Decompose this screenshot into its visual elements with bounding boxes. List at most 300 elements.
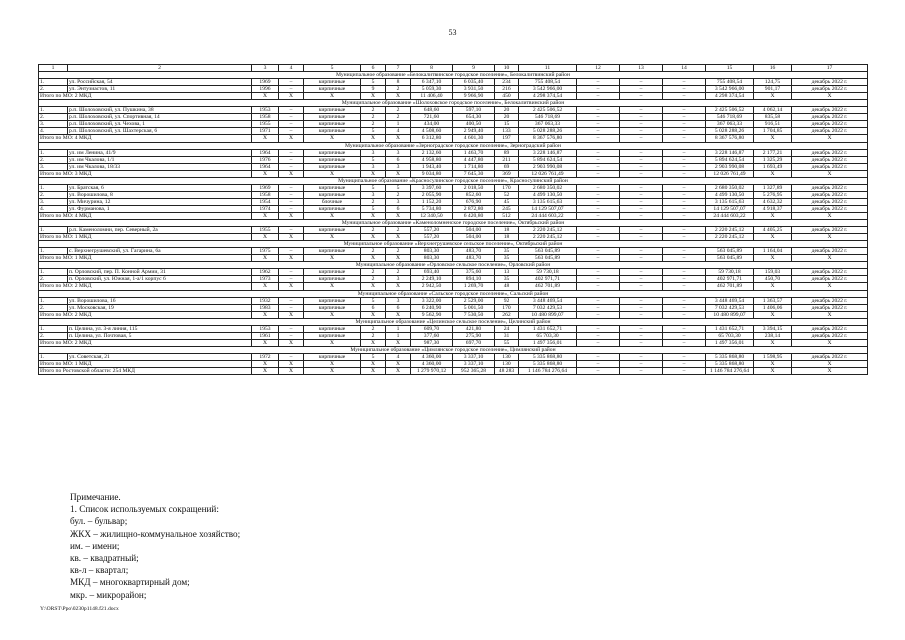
table-cell: 170: [495, 304, 519, 311]
table-row: [39, 332, 868, 339]
table-cell: 2 055,90: [411, 191, 453, 198]
municipality-heading-row: [39, 72, 868, 79]
abbreviation-item: кв. – квадратный;: [70, 553, 139, 564]
total-label-cell: Итого по МО: 4 МКД: [39, 212, 252, 219]
table-cell: –: [663, 269, 706, 276]
total-cell: 130: [495, 360, 519, 367]
table-cell: 2: [386, 86, 411, 93]
table-row: [39, 205, 868, 212]
table-cell: 450,70: [754, 276, 792, 283]
total-cell: X: [386, 93, 411, 100]
total-cell: X: [279, 339, 304, 346]
municipality-heading: Муниципальное образование «Каменоломненское городское поселение», Октябрьский район: [39, 220, 868, 227]
municipality-heading-row: [39, 318, 868, 325]
table-cell: декабрь 2022 г.: [792, 248, 868, 255]
table-cell: –: [577, 332, 620, 339]
table-cell: –: [577, 184, 620, 191]
table-cell: декабрь 2022 г.: [792, 184, 868, 191]
abbreviation-item: МКД – многоквартирный дом;: [70, 577, 190, 588]
address-cell: ул. Московская, 19: [68, 304, 252, 311]
table-cell: 916,51: [754, 121, 792, 128]
total-cell: –: [577, 255, 620, 262]
table-cell: 2 220 245,12: [519, 227, 577, 234]
total-cell: X: [361, 311, 386, 318]
table-row: [39, 128, 868, 135]
table-row: [39, 248, 868, 255]
total-cell: 1 269,70: [453, 283, 495, 290]
total-cell: 262: [495, 311, 519, 318]
table-cell: 2 249,10: [411, 276, 453, 283]
total-cell: X: [386, 311, 411, 318]
total-cell: –: [663, 283, 706, 290]
grand-total-cell: 1 146 784 276,64: [706, 368, 754, 375]
table-cell: –: [663, 149, 706, 156]
column-number-cell: 12: [577, 65, 620, 72]
table-cell: 65 703,30: [706, 332, 754, 339]
total-cell: X: [304, 135, 361, 142]
table-cell: 2 872,80: [453, 205, 495, 212]
total-cell: 5 335 868,80: [706, 360, 754, 367]
total-cell: 4 601,30: [453, 135, 495, 142]
total-cell: X: [361, 170, 386, 177]
table-cell: 1969: [252, 79, 279, 86]
table-cell: –: [577, 128, 620, 135]
total-cell: 4 360,00: [411, 360, 453, 367]
table-cell: –: [577, 149, 620, 156]
abbreviation-item: мкр. – микрорайон;: [70, 589, 147, 600]
total-cell: X: [386, 360, 411, 367]
total-cell: X: [386, 255, 411, 262]
grand-total-cell: X: [792, 368, 868, 375]
table-cell: –: [279, 107, 304, 114]
table-cell: 1 463,70: [453, 149, 495, 156]
total-cell: –: [577, 135, 620, 142]
table-cell: –: [620, 198, 663, 205]
total-label-cell: Итого по МО: 1 МКД: [39, 255, 252, 262]
table-cell: 1.: [39, 353, 68, 360]
table-cell: декабрь 2022 г.: [792, 114, 868, 121]
table-cell: 835,58: [754, 114, 792, 121]
total-cell: 450: [495, 93, 519, 100]
table-cell: –: [620, 121, 663, 128]
table-cell: 4: [386, 128, 411, 135]
address-cell: р.п. Каменоломни, пер. Северный, 2а: [68, 227, 252, 234]
total-label-cell: Итого по МО: 2 МКД: [39, 93, 252, 100]
column-number-cell: 1: [39, 65, 68, 72]
total-cell: X: [279, 135, 304, 142]
table-cell: 434,00: [411, 121, 453, 128]
table-cell: 6: [386, 205, 411, 212]
table-cell: 7 032 429,53: [519, 304, 577, 311]
table-cell: блочные: [304, 198, 361, 205]
total-cell: X: [754, 255, 792, 262]
table-cell: 852,60: [453, 191, 495, 198]
table-cell: 2: [361, 227, 386, 234]
total-cell: 9 562,90: [411, 311, 453, 318]
table-row: [39, 107, 868, 114]
table-cell: –: [663, 304, 706, 311]
table-cell: кирпичные: [304, 184, 361, 191]
table-cell: 14 129 507,07: [519, 205, 577, 212]
municipality-total-row: [39, 283, 868, 290]
table-cell: –: [279, 191, 304, 198]
table-cell: 1 943,40: [411, 163, 453, 170]
table-cell: кирпичные: [304, 86, 361, 93]
total-cell: –: [663, 93, 706, 100]
table-cell: 6: [386, 156, 411, 163]
table-cell: 2: [386, 248, 411, 255]
total-cell: X: [361, 283, 386, 290]
total-cell: –: [663, 339, 706, 346]
total-cell: 369: [495, 170, 519, 177]
table-cell: –: [663, 297, 706, 304]
table-cell: 2: [361, 276, 386, 283]
table-cell: 3 135 615,63: [706, 198, 754, 205]
table-cell: 3 931,50: [453, 86, 495, 93]
table-cell: 3 228 146,87: [706, 149, 754, 156]
table-cell: 4 405,25: [754, 227, 792, 234]
total-cell: –: [620, 93, 663, 100]
total-cell: –: [663, 255, 706, 262]
table-cell: 211: [495, 156, 519, 163]
table-cell: 421,80: [453, 325, 495, 332]
table-cell: 89: [495, 149, 519, 156]
table-cell: –: [279, 163, 304, 170]
table-cell: 2 903 990,08: [706, 163, 754, 170]
table-cell: 402 971,71: [519, 276, 577, 283]
total-cell: X: [252, 135, 279, 142]
table-cell: 1955: [252, 227, 279, 234]
table-cell: 2 425 506,52: [519, 107, 577, 114]
total-cell: X: [304, 234, 361, 241]
total-cell: X: [252, 339, 279, 346]
table-row: [39, 276, 868, 283]
table-cell: –: [663, 198, 706, 205]
table-cell: –: [577, 191, 620, 198]
table-cell: 2: [361, 114, 386, 121]
table-cell: 546 718,69: [519, 114, 577, 121]
table-cell: 2.: [39, 332, 68, 339]
grand-total-cell: 952 365,28: [453, 368, 495, 375]
table-cell: 52: [495, 191, 519, 198]
table-cell: 3 322,00: [411, 297, 453, 304]
table-cell: 1 431 652,71: [706, 325, 754, 332]
total-cell: X: [386, 212, 411, 219]
table-cell: 4 508,60: [411, 128, 453, 135]
total-cell: –: [620, 360, 663, 367]
table-cell: 1961: [252, 332, 279, 339]
table-cell: 375,60: [453, 269, 495, 276]
table-cell: –: [279, 121, 304, 128]
column-number-cell: 17: [792, 65, 868, 72]
total-cell: 563 045,89: [519, 255, 577, 262]
address-cell: п. Целина, ул. 3-я линия, 115: [68, 325, 252, 332]
table-cell: –: [577, 156, 620, 163]
total-cell: X: [754, 93, 792, 100]
total-cell: –: [577, 93, 620, 100]
address-cell: ул. Энтузиастов, 11: [68, 86, 252, 93]
table-cell: 5: [386, 184, 411, 191]
total-cell: 803,30: [411, 255, 453, 262]
table-cell: –: [279, 205, 304, 212]
table-row: [39, 198, 868, 205]
table-cell: декабрь 2022 г.: [792, 156, 868, 163]
municipality-heading-row: [39, 346, 868, 353]
table-cell: –: [577, 304, 620, 311]
table-cell: 92: [495, 297, 519, 304]
table-cell: 693,40: [411, 269, 453, 276]
total-cell: –: [620, 311, 663, 318]
total-cell: –: [620, 283, 663, 290]
table-cell: 2 903 990,08: [519, 163, 577, 170]
table-cell: –: [663, 248, 706, 255]
total-cell: X: [754, 360, 792, 367]
table-cell: –: [279, 332, 304, 339]
table-cell: 4 447,80: [453, 156, 495, 163]
table-cell: 5 335 868,80: [519, 353, 577, 360]
table-cell: 2: [361, 332, 386, 339]
table-cell: кирпичные: [304, 297, 361, 304]
total-cell: 462 701,89: [706, 283, 754, 290]
total-cell: X: [386, 283, 411, 290]
table-cell: –: [620, 269, 663, 276]
table-cell: 676,90: [453, 198, 495, 205]
table-cell: 4 632,32: [754, 198, 792, 205]
table-cell: 2: [386, 227, 411, 234]
table-cell: 5: [361, 205, 386, 212]
address-cell: п. Целина, ул. Почтовая, 5: [68, 332, 252, 339]
table-cell: 367 063,33: [706, 121, 754, 128]
table-cell: 1.: [39, 248, 68, 255]
municipality-heading-row: [39, 290, 868, 297]
table-cell: 1 431 652,71: [519, 325, 577, 332]
table-cell: 3 228 146,87: [519, 149, 577, 156]
table-cell: 3: [386, 198, 411, 205]
table-cell: 1975: [252, 248, 279, 255]
total-cell: X: [792, 170, 868, 177]
table-cell: декабрь 2022 г.: [792, 128, 868, 135]
table-cell: –: [279, 184, 304, 191]
table-cell: –: [663, 107, 706, 114]
table-cell: 1.: [39, 269, 68, 276]
table-cell: –: [620, 276, 663, 283]
table-cell: декабрь 2022 г.: [792, 304, 868, 311]
table-cell: 6: [386, 304, 411, 311]
total-cell: –: [663, 170, 706, 177]
table-cell: –: [663, 325, 706, 332]
table-cell: –: [663, 353, 706, 360]
column-number-cell: 6: [361, 65, 386, 72]
table-cell: кирпичные: [304, 79, 361, 86]
total-cell: X: [304, 170, 361, 177]
table-cell: 2: [386, 114, 411, 121]
total-cell: X: [304, 311, 361, 318]
table-cell: 2.: [39, 191, 68, 198]
table-cell: –: [620, 184, 663, 191]
table-row: [39, 79, 868, 86]
table-cell: 1 325,29: [754, 156, 792, 163]
address-cell: ул. Мичурина, 12: [68, 198, 252, 205]
table-cell: декабрь 2022 г.: [792, 297, 868, 304]
total-cell: X: [754, 135, 792, 142]
total-cell: 563 045,89: [706, 255, 754, 262]
table-cell: 1996: [252, 86, 279, 93]
table-cell: 5 734,80: [411, 205, 453, 212]
table-cell: 124,75: [754, 79, 792, 86]
municipality-heading: Муниципальное образование «Верхнегрушевское сельское поселение», Октябрьский район: [39, 241, 868, 248]
municipality-total-row: [39, 311, 868, 318]
table-cell: –: [279, 325, 304, 332]
table-cell: 1983: [252, 304, 279, 311]
table-cell: 8: [386, 79, 411, 86]
municipality-heading-row: [39, 142, 868, 149]
municipality-heading-row: [39, 100, 868, 107]
table-cell: –: [620, 248, 663, 255]
grand-total-cell: X: [252, 368, 279, 375]
table-cell: –: [663, 184, 706, 191]
table-cell: 65 703,30: [519, 332, 577, 339]
total-cell: –: [663, 234, 706, 241]
table-cell: –: [577, 121, 620, 128]
total-cell: 1 497 356,01: [519, 339, 577, 346]
total-cell: X: [252, 93, 279, 100]
total-cell: 987,30: [411, 339, 453, 346]
column-number-cell: 11: [519, 65, 577, 72]
table-cell: кирпичные: [304, 107, 361, 114]
table-cell: –: [620, 149, 663, 156]
table-cell: –: [279, 86, 304, 93]
table-cell: 4.: [39, 205, 68, 212]
register-table-container: [38, 64, 867, 375]
total-cell: –: [620, 135, 663, 142]
table-cell: 3 448 469,54: [519, 297, 577, 304]
total-cell: 6 312,80: [411, 135, 453, 142]
total-cell: X: [754, 339, 792, 346]
table-cell: –: [577, 276, 620, 283]
municipality-total-row: [39, 360, 868, 367]
total-cell: –: [577, 234, 620, 241]
table-cell: –: [577, 86, 620, 93]
grand-total-row: [39, 368, 868, 375]
total-label-cell: Итого по МО: 4 МКД: [39, 135, 252, 142]
table-cell: –: [279, 227, 304, 234]
table-cell: кирпичные: [304, 353, 361, 360]
table-cell: 5 894 624,54: [706, 156, 754, 163]
table-cell: 5: [361, 353, 386, 360]
table-cell: 2 949,40: [453, 128, 495, 135]
table-cell: 15: [495, 121, 519, 128]
address-cell: р.п. Шолоховский, ул. Шахтерская, 6: [68, 128, 252, 135]
table-cell: 803,30: [411, 248, 453, 255]
table-cell: 5 894 624,54: [519, 156, 577, 163]
table-cell: 755 408,54: [706, 79, 754, 86]
table-cell: 24: [495, 325, 519, 332]
abbreviation-item: кв-л – квартал;: [70, 565, 129, 576]
column-number-cell: 14: [663, 65, 706, 72]
table-cell: –: [620, 156, 663, 163]
total-cell: 1 497 356,01: [706, 339, 754, 346]
table-row: [39, 156, 868, 163]
table-row: [39, 86, 868, 93]
table-cell: –: [279, 297, 304, 304]
total-cell: 18: [495, 234, 519, 241]
table-cell: 5: [361, 297, 386, 304]
table-cell: кирпичные: [304, 191, 361, 198]
column-number-cell: 15: [706, 65, 754, 72]
table-cell: кирпичные: [304, 325, 361, 332]
table-cell: 2 220 245,12: [706, 227, 754, 234]
table-cell: 1958: [252, 191, 279, 198]
address-cell: ул. им Чкалова, 18/33: [68, 163, 252, 170]
table-cell: 238,14: [754, 332, 792, 339]
table-cell: 1964: [252, 163, 279, 170]
municipality-total-row: [39, 255, 868, 262]
table-cell: –: [577, 297, 620, 304]
table-cell: –: [577, 198, 620, 205]
column-number-cell: 3: [252, 65, 279, 72]
total-label-cell: Итого по МО: 1 МКД: [39, 234, 252, 241]
table-cell: 1.: [39, 184, 68, 191]
total-cell: X: [252, 234, 279, 241]
table-cell: 2: [386, 191, 411, 198]
column-number-cell: 4: [279, 65, 304, 72]
table-cell: 3 394,15: [754, 325, 792, 332]
total-cell: 10 480 899,07: [706, 311, 754, 318]
total-cell: 9 966,90: [453, 93, 495, 100]
table-cell: 2: [361, 198, 386, 205]
table-cell: 1964: [252, 149, 279, 156]
table-cell: 35: [495, 248, 519, 255]
total-cell: 483,70: [453, 255, 495, 262]
table-cell: 3: [361, 163, 386, 170]
address-cell: р.п. Шолоховский, ул. Пушкина, 38: [68, 107, 252, 114]
table-cell: 1: [386, 121, 411, 128]
table-cell: 1.: [39, 297, 68, 304]
table-cell: –: [620, 353, 663, 360]
table-cell: 13: [495, 269, 519, 276]
table-cell: декабрь 2022 г.: [792, 325, 868, 332]
total-cell: 11 406,40: [411, 93, 453, 100]
table-cell: –: [577, 353, 620, 360]
file-path-footer: Y:\ORST\Ppo\0230p1148.f21.docx: [40, 606, 119, 612]
table-cell: –: [663, 114, 706, 121]
table-cell: 133: [495, 128, 519, 135]
table-cell: 3: [386, 163, 411, 170]
table-cell: декабрь 2022 г.: [792, 332, 868, 339]
municipality-total-row: [39, 234, 868, 241]
table-cell: 563 045,89: [519, 248, 577, 255]
total-cell: X: [252, 311, 279, 318]
table-row: [39, 163, 868, 170]
grand-total-cell: –: [663, 368, 706, 375]
municipality-heading: Муниципальное образование «Шолоховское городское поселение», Белокалитвинский район: [39, 100, 868, 107]
total-cell: –: [577, 283, 620, 290]
table-cell: 20: [495, 107, 519, 114]
table-cell: кирпичные: [304, 163, 361, 170]
total-cell: 9 034,80: [411, 170, 453, 177]
table-cell: 367 063,33: [519, 121, 577, 128]
table-cell: 483,70: [453, 248, 495, 255]
table-cell: 1954: [252, 198, 279, 205]
table-cell: 563 045,89: [706, 248, 754, 255]
table-cell: –: [663, 86, 706, 93]
table-cell: 4 958,80: [411, 156, 453, 163]
table-cell: 400,50: [453, 121, 495, 128]
table-cell: 2 680 350,02: [519, 184, 577, 191]
table-cell: 2: [361, 269, 386, 276]
grand-total-cell: X: [361, 368, 386, 375]
table-cell: 2.: [39, 156, 68, 163]
